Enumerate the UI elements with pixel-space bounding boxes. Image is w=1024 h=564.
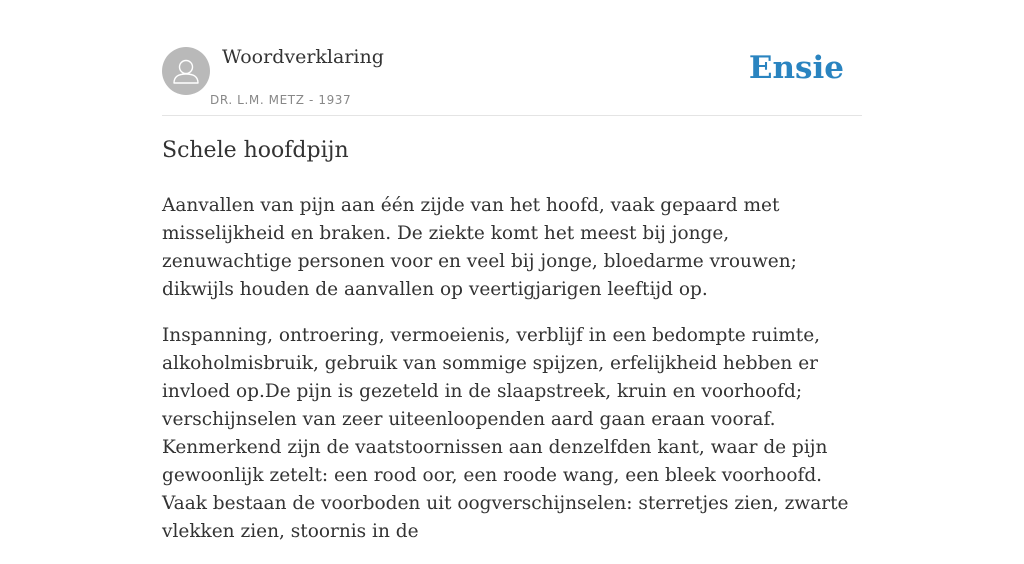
author-avatar[interactable] — [162, 47, 210, 95]
header-divider — [162, 115, 862, 116]
author-name[interactable]: DR. L.M. METZ — [210, 93, 305, 107]
publication-year: 1937 — [318, 93, 352, 107]
entry-title: Schele hoofdpijn — [162, 138, 349, 163]
author-line — [210, 93, 351, 107]
entry-paragraph: Inspanning, ontroering, vermoeienis, verblijf in een bedompte ruimte, alkoholmisbruik, gebruik van sommige spijzen, erfelijkheid hebben er invloed op.De pijn is gezeteld in de slaapstreek, kruin en voorhoofd; verschijnselen van zeer uiteenloopenden aard gaan eraan vooraf. Kenmerkend zijn de vaatstoornissen aan denzelfden kant, waar de pijn gewoonlijk zetelt: een rood oor, een roode wang, een bleek voorhoofd. Vaak bestaan de voorboden uit oogverschijnselen: sterretjes zien, zwarte vlekken zien, stoornis in de — [162, 325, 849, 542]
ensie-logo[interactable]: Ensie — [748, 50, 844, 86]
user-icon — [162, 47, 210, 95]
source-title[interactable]: Woordverklaring — [222, 46, 384, 68]
entry-body — [162, 192, 854, 564]
entry-paragraph: Aanvallen van pijn aan één zijde van het hoofd, vaak gepaard met misselijkheid en braken. De ziekte komt het meest bij jonge, zenuwachtige personen voor en veel bij jonge, bloedarme vrouwen; dikwijls houden de aanvallen op veertigjarigen leeftijd op. — [162, 195, 797, 300]
author-separator: - — [304, 93, 319, 107]
